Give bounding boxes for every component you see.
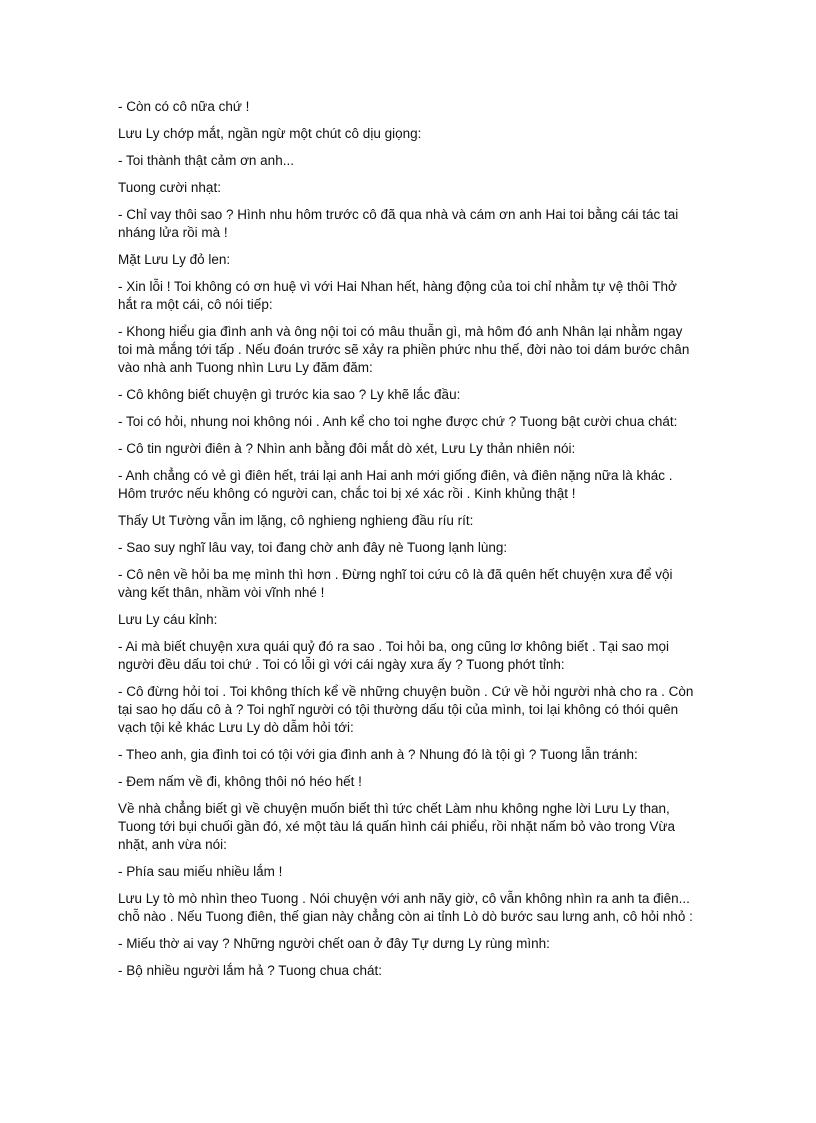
paragraph: - Chỉ vay thôi sao ? Hình nhu hôm trước cô đã qua nhà và cám ơn anh Hai toi bằng cái tác tai nháng lửa rồi mà !	[118, 207, 679, 240]
paragraph: Thấy Ut Tường vẫn im lặng, cô nghieng nghieng đầu ríu rít:	[118, 513, 474, 528]
paragraph: - Toi thành thật cảm ơn anh...	[118, 153, 294, 168]
paragraph: Lưu Ly chớp mắt, ngần ngừ một chút cô dịu giọng:	[118, 126, 422, 141]
paragraph: Mặt Lưu Ly đỏ len:	[118, 252, 231, 267]
paragraph: - Cô không biết chuyện gì trước kia sao ? Ly khẽ lắc đầu:	[118, 387, 461, 402]
paragraph: - Sao suy nghĩ lâu vay, toi đang chờ anh đây nè Tuong lạnh lùng:	[118, 540, 508, 555]
paragraph: - Cô đừng hỏi toi . Toi không thích kể về những chuyện buồn . Cứ về hỏi người nhà cho ra . Còn tại sao họ dấu cô à ? Toi nghĩ người có tội thường dấu tội của mình, toi lại không có thói quên vạch tội kẻ khác Lưu Ly dò dẫm hỏi tới:	[118, 684, 694, 735]
paragraph: Lưu Ly cáu kỉnh:	[118, 612, 218, 627]
paragraph: - Miếu thờ ai vay ? Những người chết oan ở đây Tự dưng Ly rùng mình:	[118, 936, 550, 951]
paragraph: - Cô tin người điên à ? Nhìn anh bằng đôi mắt dò xét, Lưu Ly thản nhiên nói:	[118, 441, 576, 456]
document-page	[118, 98, 698, 989]
paragraph: Lưu Ly tò mò nhìn theo Tuong . Nói chuyện với anh nãy giờ, cô vẫn không nhìn ra anh ta điên... chỗ nào . Nếu Tuong điên, thế gian này chẳng còn ai tỉnh Lò dò bước sau lưng anh, cô hỏi nhỏ :	[118, 891, 693, 924]
paragraph: - Đem nấm về đi, không thôi nó héo hết !	[118, 774, 362, 789]
paragraph: - Cô nên về hỏi ba mẹ mình thì hơn . Đừng nghĩ toi cứu cô là đã quên hết chuyện xưa để vội vàng kết thân, nhầm vòi vĩnh nhé !	[118, 567, 673, 600]
paragraph: Tuong cười nhạt:	[118, 180, 221, 195]
paragraph: - Phía sau miếu nhiều lắm !	[118, 864, 283, 879]
paragraph: - Khong hiểu gia đình anh và ông nội toi có mâu thuẫn gì, mà hôm đó anh Nhân lại nhằm ngay toi mà mắng tới tấp . Nếu đoán trước sẽ xảy ra phiền phức nhu thế, đời nào toi dám bước chân vào nhà anh Tuong nhìn Lưu Ly đăm đăm:	[118, 324, 690, 375]
paragraph: Về nhà chẳng biết gì về chuyện muốn biết thì tức chết Làm nhu không nghe lời Lưu Ly than, Tuong tới bụi chuối gần đó, xé một tàu lá quấn hình cái phiểu, rồi nhặt nấm bỏ vào trong Vừa nhặt, anh vừa nói:	[118, 801, 676, 852]
paragraph: - Ai mà biết chuyện xưa quái quỷ đó ra sao . Toi hỏi ba, ong cũng lơ không biết . Tại sao mọi người đều dấu toi chứ . Toi có lỗi gì với cái ngày xưa ấy ? Tuong phớt tỉnh:	[118, 639, 669, 672]
paragraph: - Xin lỗi ! Toi không có ơn huệ vì với Hai Nhan hết, hàng động của toi chỉ nhằm tự vệ thôi Thở hắt ra một cái, cô nói tiếp:	[118, 279, 677, 312]
paragraph: - Toi có hỏi, nhung noi không nói . Anh kể cho toi nghe được chứ ? Tuong bật cười chua chát:	[118, 414, 678, 429]
paragraph: - Bộ nhiều người lắm hả ? Tuong chua chát:	[118, 963, 383, 978]
paragraph: - Còn có cô nữa chứ !	[118, 99, 250, 114]
paragraph: - Theo anh, gia đình toi có tội với gia đình anh à ? Nhung đó là tội gì ? Tuong lẫn tránh:	[118, 747, 638, 762]
paragraph: - Anh chẳng có vẻ gì điên hết, trái lại anh Hai anh mới giống điên, và điên nặng nữa là khác . Hôm trước nếu không có người can, chắc toi bị xé xác rồi . Kinh khủng thật !	[118, 468, 673, 501]
